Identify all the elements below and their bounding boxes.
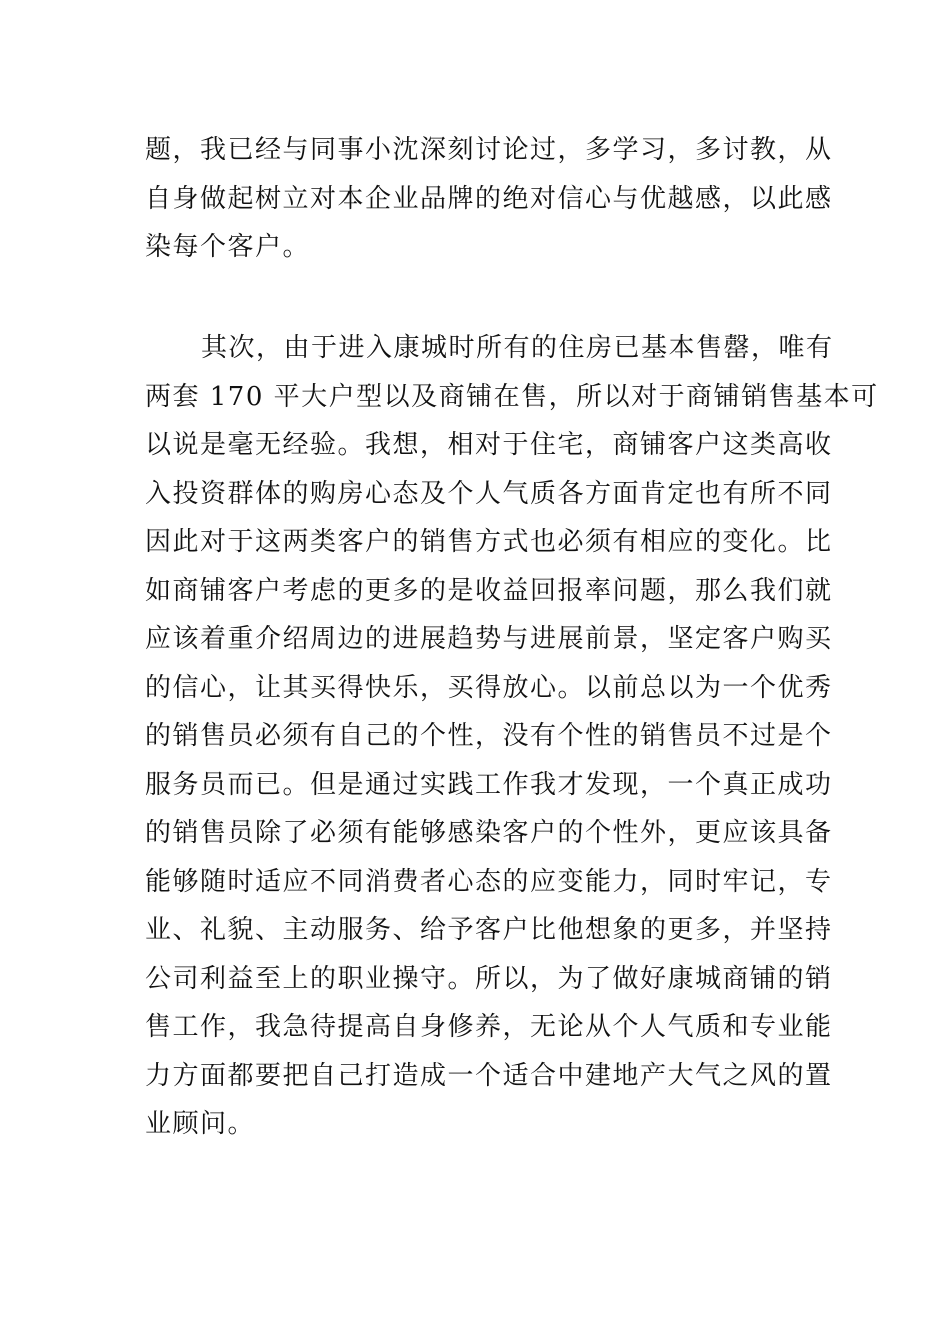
paragraph-line: 题，我已经与同事小沈深刻讨论过，多学习，多讨教，从 xyxy=(145,135,833,165)
paragraph-line: 售工作，我急待提高自身修养，无论从个人气质和专业能 xyxy=(145,1012,833,1042)
paragraph-line: 的销售员除了必须有能够感染客户的个性外，更应该具备 xyxy=(145,818,833,848)
paragraph-line: 应该着重介绍周边的进展趋势与进展前景，坚定客户购买 xyxy=(145,624,833,654)
paragraph-line: 入投资群体的购房心态及个人气质各方面肯定也有所不同 xyxy=(145,478,833,509)
paragraph-line: 其次，由于进入康城时所有的住房已基本售罄，唯有 xyxy=(201,333,834,363)
paragraph-1 xyxy=(145,126,833,272)
paragraph-line: 业顾问。 xyxy=(145,1109,256,1139)
paragraph-line: 的信心，让其买得快乐，买得放心。以前总以为一个优秀 xyxy=(145,672,833,703)
paragraph-line: 如商铺客户考虑的更多的是收益回报率问题，那么我们就 xyxy=(145,575,833,606)
paragraph-line: 自身做起树立对本企业品牌的绝对信心与优越感，以此感 xyxy=(145,183,833,214)
paragraph-line: 力方面都要把自己打造成一个适合中建地产大气之风的置 xyxy=(145,1060,833,1091)
paragraph-line: 公司利益至上的职业操守。所以，为了做好康城商铺的销 xyxy=(145,963,833,994)
paragraph-line: 以说是毫无经验。我想，相对于住宅，商铺客户这类高收 xyxy=(145,430,833,460)
paragraph-line: 业、礼貌、主动服务、给予客户比他想象的更多，并坚持 xyxy=(145,915,833,945)
paragraph-line: 能够随时适应不同消费者心态的应变能力，同时牢记，专 xyxy=(145,866,833,897)
paragraph-line: 染每个客户。 xyxy=(145,232,311,262)
paragraph-line: 因此对于这两类客户的销售方式也必须有相应的变化。比 xyxy=(145,527,833,557)
paragraph-line: 的销售员必须有自己的个性，没有个性的销售员不过是个 xyxy=(145,721,833,751)
paragraph-2 xyxy=(145,324,879,1149)
paragraph-line: 服务员而已。但是通过实践工作我才发现，一个真正成功 xyxy=(145,769,833,800)
paragraph-line: 两套 170 平大户型以及商铺在售，所以对于商铺销售基本可 xyxy=(145,381,879,412)
